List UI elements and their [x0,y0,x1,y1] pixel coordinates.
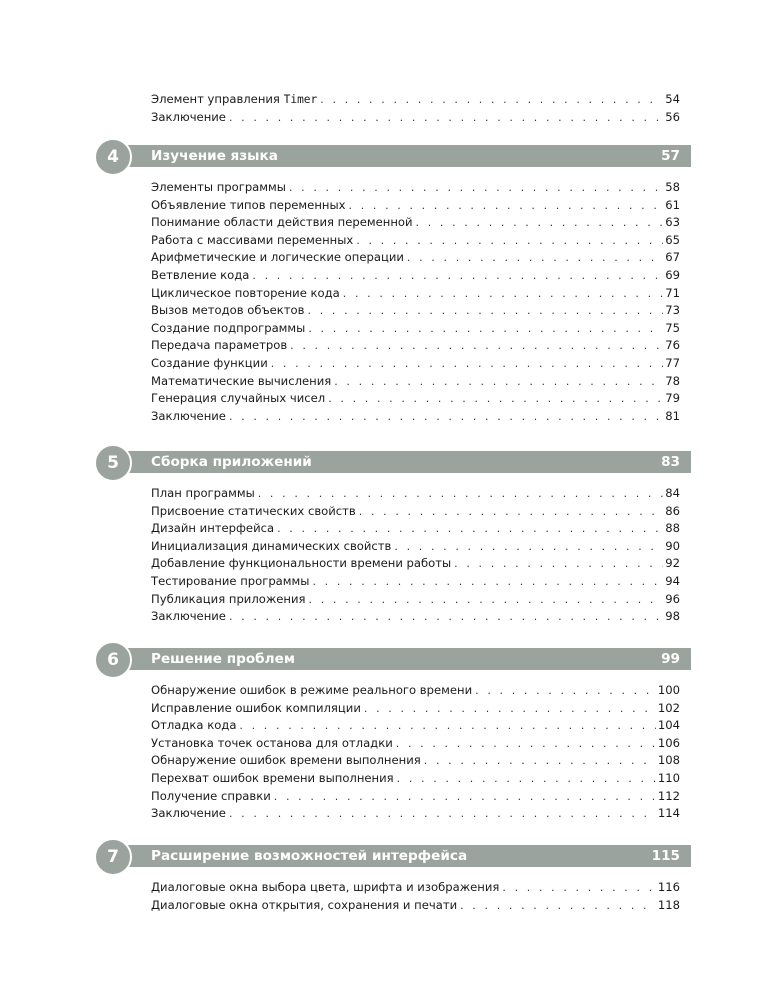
toc-entry[interactable] [151,267,680,285]
toc-entry-page: 110 [657,770,680,785]
toc-entry-page: 92 [665,556,680,571]
chapter-4-entries [0,179,762,425]
toc-entry-page: 67 [665,250,680,265]
dot-leader [397,770,656,788]
dot-leader [343,285,663,303]
toc-entry-page: 112 [657,788,680,803]
toc-entry-title: Добавление функциональности времени работы [151,556,452,571]
chapter-6-entries [0,682,762,823]
dot-leader [320,91,663,109]
toc-entry-title: Тестирование программы [151,573,310,588]
toc-entry[interactable] [151,897,680,915]
toc-entry-title: Диалоговые окна открытия, сохранения и печати [151,897,458,912]
toc-entry-title: Присвоение статических свойств [151,503,356,518]
toc-entry-page: 79 [665,391,680,406]
dot-leader [475,682,656,700]
dot-leader [502,879,655,897]
toc-entry-page: 100 [657,683,680,697]
dot-leader [239,717,655,735]
toc-entry-page: 77 [665,355,680,370]
toc-entry-title-code: Timer [283,93,318,106]
chapter-header-5[interactable] [0,443,762,479]
toc-entry-title: Публикация приложения [151,591,306,606]
toc-entry[interactable] [151,573,680,591]
chapter-number-badge: 6 [94,641,132,679]
toc-entry-title: Арифметические и логические операции [151,250,404,265]
dot-leader [229,408,663,426]
dot-leader [328,390,663,408]
dot-leader [349,197,664,215]
dot-leader [454,555,663,573]
chapter-number-badge: 4 [94,138,132,176]
toc-entry-page: 104 [657,718,680,733]
toc-entry-page: 90 [665,538,680,553]
dot-leader [229,608,663,626]
toc-entry-title: Обнаружение ошибок времени выполнения [151,753,421,768]
dot-leader [334,373,663,391]
toc-entry-title: Передача параметров [151,338,288,353]
toc-entry-page: 56 [665,109,680,124]
dot-leader [312,573,663,591]
toc-entry-page: 63 [665,215,680,230]
dot-leader [396,735,656,753]
toc-entry-title: Дизайн интерфейса [151,521,275,536]
toc-entry-title: План программы [151,486,255,500]
toc-entry-title: Понимание области действия переменной [151,215,413,230]
toc-entry-title: Установка точек останова для отладки [151,735,393,750]
toc-entry-page: 65 [665,232,680,247]
toc-entry-title: Диалоговые окна выбора цвета, шрифта и изображения [151,880,500,894]
toc-entry-title: Обнаружение ошибок в режиме реального времени [151,683,473,697]
chapter-header-7[interactable] [0,837,762,873]
toc-entry-title: Генерация случайных чисел [151,391,326,406]
toc-entry[interactable] [151,109,680,127]
dot-leader [364,700,656,718]
toc-entry-page: 86 [665,503,680,518]
toc-entry[interactable] [151,373,680,391]
toc-entry[interactable] [151,735,680,753]
dot-leader [407,249,663,267]
toc-entry-page: 94 [665,573,680,588]
toc-entry-page: 71 [665,285,680,300]
toc-entry[interactable] [151,752,680,770]
dot-leader [229,805,656,823]
dot-leader [359,503,663,521]
toc-entry-title: Вызов методов объектов [151,303,305,318]
dot-leader [308,320,663,338]
toc-entry-page: 108 [657,753,680,768]
toc-entry-page: 106 [657,735,680,750]
toc-entry-page: 54 [665,92,680,106]
toc-entry-title: Работа с массивами переменных [151,232,354,247]
toc-entry-page: 88 [665,521,680,536]
chapter-title: Расширение возможностей интерфейса [151,848,468,864]
chapter-number-badge: 7 [94,838,132,876]
toc-entry-page: 96 [665,591,680,606]
toc-entry-title: Исправление ошибок компиляции [151,700,361,715]
toc-entry[interactable] [151,390,680,408]
chapter-page: 57 [661,148,680,164]
chapter-page: 99 [661,651,680,667]
dot-leader [356,232,663,250]
dot-leader [252,267,663,285]
dot-leader [308,302,664,320]
toc-entry[interactable] [151,503,680,521]
toc-entry-title-text: Элемент управления [151,92,284,106]
chapter-title: Сборка приложений [151,454,312,470]
toc-entry-title: Заключение [151,806,226,821]
toc-entry[interactable] [151,355,680,373]
toc-entry-page: 78 [665,373,680,388]
toc-entry-page: 81 [665,408,680,423]
toc-entry[interactable] [151,682,680,700]
dot-leader [277,520,663,538]
intro-entries [151,91,680,126]
toc-entry[interactable] [151,788,680,806]
toc-entry[interactable] [151,485,680,503]
chapter-7-entries [0,879,762,914]
toc-entry-title: Заключение [151,609,226,624]
chapter-header-4[interactable] [0,137,762,173]
toc-entry-page: 75 [665,320,680,335]
dot-leader [416,214,664,232]
toc-entry[interactable] [151,805,680,823]
toc-entry-title: Получение справки [151,788,271,803]
toc-entry-title: Отладка кода [151,718,237,733]
dot-leader [394,538,663,556]
toc-entry[interactable] [151,555,680,573]
dot-leader [258,485,664,503]
dot-leader [274,788,656,806]
chapter-header-6[interactable] [0,640,762,676]
toc-entry-page: 73 [665,303,680,318]
toc-entry-page: 76 [665,338,680,353]
chapter-title: Решение проблем [151,651,295,667]
dot-leader [460,897,656,915]
toc-entry[interactable] [151,608,680,626]
toc-entry-title: Циклическое повторение кода [151,285,340,300]
toc-entry-page: 102 [657,700,680,715]
toc-entry-title [151,91,320,109]
toc-entry-title: Инициализация динамических свойств [151,538,392,553]
toc-entry-page: 116 [657,880,680,894]
toc-entry-title: Ветвление кода [151,267,250,282]
toc-entry[interactable] [151,717,680,735]
intro-section [0,91,762,126]
toc-entry-title: Объявление типов переменных [151,197,346,212]
toc-entry[interactable] [151,179,680,197]
toc-entry[interactable] [151,197,680,215]
toc-entry-page: 114 [657,806,680,821]
toc-entry-page: 69 [665,267,680,282]
toc-entry[interactable] [151,408,680,426]
chapter-page: 83 [661,454,680,470]
toc-entry[interactable] [151,520,680,538]
toc-entry[interactable] [151,591,680,609]
dot-leader [229,109,663,127]
toc-entry-page: 58 [665,180,680,194]
toc-entry[interactable] [151,879,680,897]
dot-leader [290,337,663,355]
dot-leader [424,752,656,770]
dot-leader [289,179,663,197]
toc-entry[interactable] [151,320,680,338]
dot-leader [309,591,664,609]
toc-entry-page: 61 [665,197,680,212]
toc-entry[interactable] [151,538,680,556]
toc-entry-page: 98 [665,609,680,624]
toc-entry[interactable] [151,91,680,109]
toc-entry-title: Элементы программы [151,180,286,194]
toc-entry[interactable] [151,700,680,718]
toc-entry-page: 118 [657,897,680,912]
toc-entry[interactable] [151,232,680,250]
toc-entry-title: Создание подпрограммы [151,320,306,335]
toc-entry[interactable] [151,285,680,303]
toc-entry[interactable] [151,337,680,355]
toc-entry-title: Математические вычисления [151,373,332,388]
chapter-title: Изучение языка [151,148,278,164]
dot-leader [271,355,664,373]
toc-entry-title: Перехват ошибок времени выполнения [151,770,394,785]
chapter-5-entries [0,485,762,626]
chapter-page: 115 [651,848,680,864]
chapter-number-badge: 5 [94,444,132,482]
toc-entry-page: 84 [665,486,680,500]
toc-entry[interactable] [151,302,680,320]
toc-entry[interactable] [151,214,680,232]
toc-entry[interactable] [151,249,680,267]
toc-entry[interactable] [151,770,680,788]
toc-entry-title: Заключение [151,408,226,423]
toc-entry-title: Создание функции [151,355,268,370]
toc-entry-title: Заключение [151,109,226,124]
